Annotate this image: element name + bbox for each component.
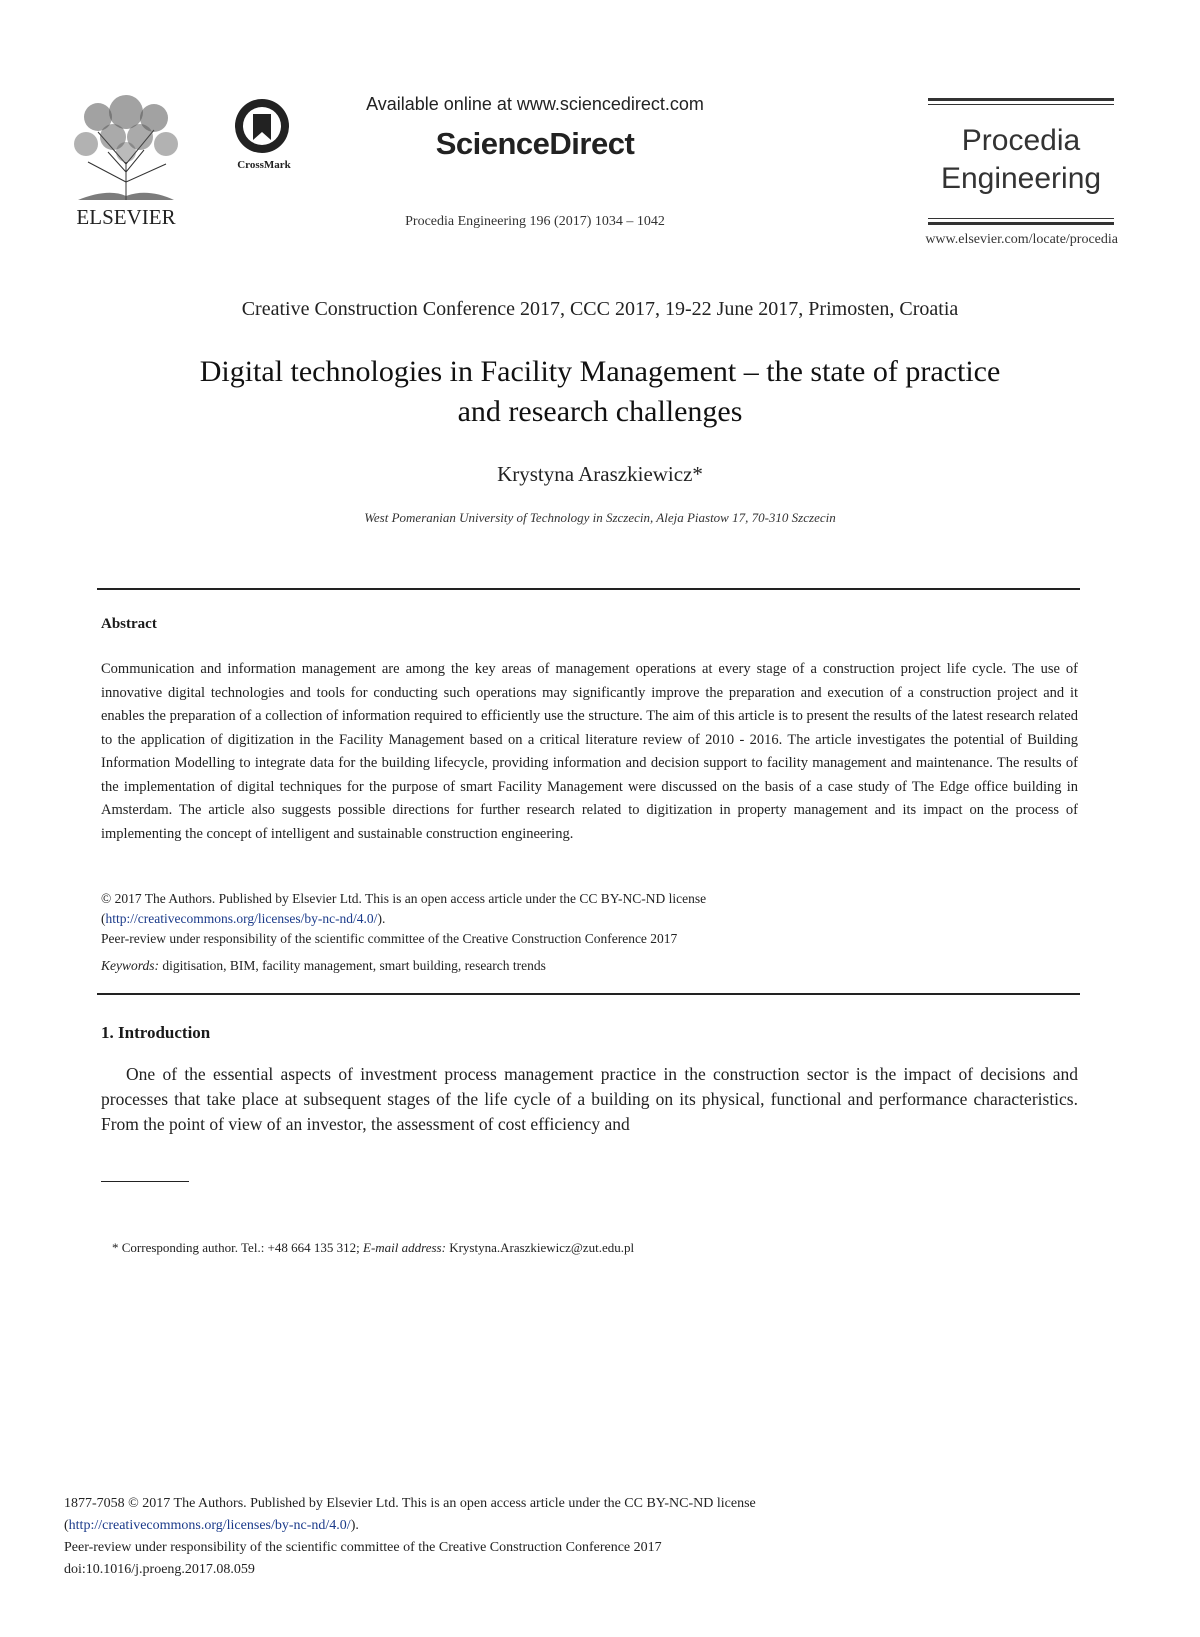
crossmark-logo[interactable] [226, 96, 302, 176]
footnote-email[interactable]: Krystyna.Araszkiewicz@zut.edu.pl [445, 1240, 635, 1255]
corresponding-author-footnote [112, 1240, 634, 1256]
footnote-rule [101, 1181, 189, 1182]
bottom-license-link[interactable]: http://creativecommons.org/licenses/by-nc-nd/4.0/ [68, 1518, 351, 1533]
journal-rule-bottom-thin [928, 218, 1114, 219]
conference-line: Creative Construction Conference 2017, CCC 2017, 19-22 June 2017, Primosten, Croatia [241, 298, 959, 320]
abstract-heading: Abstract [101, 616, 157, 632]
footnote-email-label: E-mail address: [363, 1240, 446, 1255]
license-open-paren: ( [101, 911, 106, 926]
keywords-label: Keywords: [101, 958, 159, 973]
abstract-peer-review: Peer-review under responsibility of the scientific committee of the Creative Construction Conference 2017 [101, 931, 678, 946]
abstract-body: Communication and information management are among the key areas of management operations at every stage of a construction project life cycle. The use of innovative digital technologies and tools for conducting such operations may significantly improve the preparation and execution of a construction project and it enables the preparation of a collection of information required to efficiently use the structure. The aim of this article is to present the results of the latest research related to the application of digitization in the Facility Management based on a critical literature review of 2010 - 2016. The article investigates the potential of Building Information Modelling to integrate data for the building lifecycle, providing information and decision support to facility management and maintenance. The results of the implementation of digital techniques for the purpose of smart Facility Management were discussed on the basis of a case study of The Edge office building in Amsterdam. The article also suggests possible directions for further research related to digitization in property management and its impact on the process of implementing the concept of intelligent and sustainable construction engineering. [101, 661, 1078, 842]
bottom-issn: 1877-7058 © 2017 The Authors. Published by Elsevier Ltd. This is an open access article under the CC BY-NC-ND license [64, 1496, 756, 1511]
sciencedirect-wordmark: ScienceDirect [435, 126, 635, 161]
paper-title-line2: and research challenges [457, 395, 743, 428]
bottom-peer-review: Peer-review under responsibility of the scientific committee of the Creative Construction Conference 2017 [64, 1540, 662, 1555]
bottom-license-close: ). [350, 1518, 359, 1533]
crossmark-label: CrossMark [237, 159, 291, 171]
paper-title-line1: Digital technologies in Facility Management – the state of practice [199, 355, 1001, 388]
section-heading-introduction: 1. Introduction [101, 1023, 211, 1042]
journal-name-line1: Procedia [961, 124, 1081, 157]
abstract-top-rule [97, 588, 1080, 590]
license-link[interactable]: http://creativecommons.org/licenses/by-nc-nd/4.0/ [105, 911, 378, 926]
footnote-prefix: * Corresponding author. Tel.: +48 664 135 312; [112, 1240, 363, 1255]
journal-rule-top-thin [928, 104, 1114, 105]
abstract-copyright: © 2017 The Authors. Published by Elsevier Ltd. This is an open access article under the CC BY-NC-ND license [101, 891, 707, 906]
bottom-doi[interactable]: doi:10.1016/j.proeng.2017.08.059 [64, 1562, 255, 1577]
elsevier-logo [68, 92, 184, 232]
keywords-list: digitisation, BIM, facility management, smart building, research trends [159, 958, 546, 973]
journal-name-line2: Engineering [940, 162, 1102, 195]
keywords [101, 958, 546, 974]
abstract-bottom-rule [97, 993, 1080, 995]
journal-url[interactable]: www.elsevier.com/locate/procedia [925, 232, 1118, 247]
journal-name [928, 122, 1114, 198]
abstract-license [101, 911, 385, 927]
introduction-paragraph: One of the essential aspects of investment process management practice in the construction sector is the impact of decisions and processes that take place at subsequent stages of the life cycle of a building on its physical, functional and performance characteristics. From the point of view of an investor, the assessment of cost efficiency and [101, 1064, 1078, 1134]
available-online: Available online at www.sciencedirect.com [366, 94, 704, 114]
elsevier-tree-icon [68, 92, 184, 232]
author-affiliation: West Pomeranian University of Technology in Szczecin, Aleja Piastow 17, 70-310 Szczecin [364, 510, 836, 525]
author-name: Krystyna Araszkiewicz* [497, 462, 703, 486]
paper-title [60, 352, 1140, 432]
bottom-license [64, 1518, 359, 1534]
journal-rule-bottom [928, 222, 1114, 225]
journal-reference: Procedia Engineering 196 (2017) 1034 – 1042 [405, 214, 665, 229]
bottom-license-open: ( [64, 1518, 69, 1533]
license-close-paren: ). [377, 911, 386, 926]
crossmark-icon [226, 96, 302, 176]
elsevier-wordmark: ELSEVIER [76, 205, 176, 229]
journal-rule-top [928, 98, 1114, 101]
